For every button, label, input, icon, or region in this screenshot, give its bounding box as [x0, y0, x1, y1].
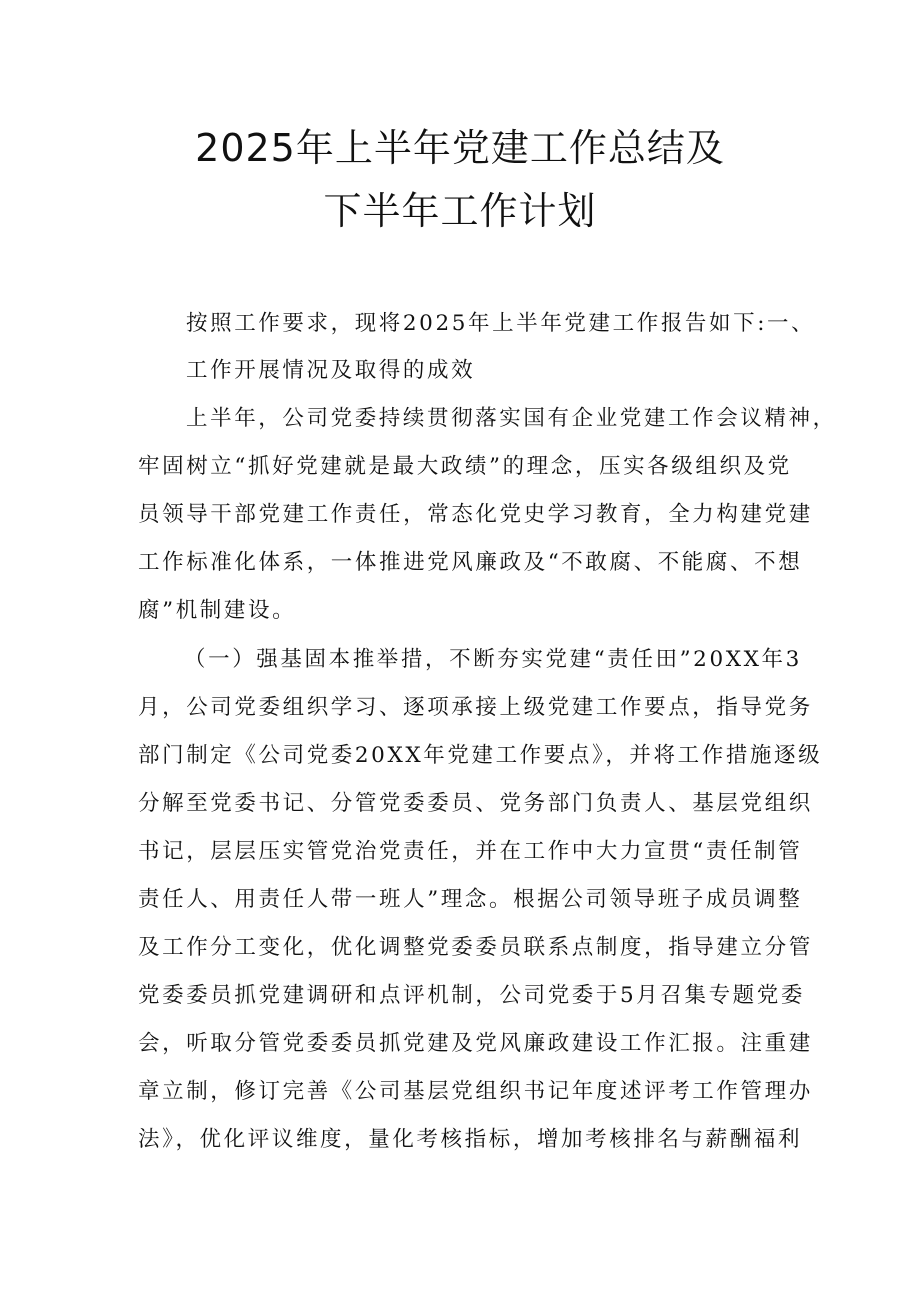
paragraph-line: 按照工作要求，现将2025年上半年党建工作报告如下:一、: [186, 311, 816, 336]
paragraph-line: （一）强基固本推举措，不断夯实党建“责任田”20XX年3: [184, 647, 802, 672]
paragraph-line: 牢固树立“抓好党建就是最大政绩”的理念，压实各级组织及党: [138, 454, 792, 479]
paragraph-line: 分解至党委书记、分管党委委员、党务部门负责人、基层党组织: [138, 791, 813, 816]
paragraph-line: 腐”机制建设。: [138, 598, 297, 623]
paragraph-line: 章立制，修订完善《公司基层党组织书记年度述评考工作管理办: [138, 1079, 813, 1104]
paragraph-line: 员领导干部党建工作责任，常态化党史学习教育，全力构建党建: [138, 502, 813, 527]
paragraph-line: 法》，优化评议维度，量化考核指标，增加考核排名与薪酬福利: [138, 1127, 803, 1152]
paragraph-line: 党委委员抓党建调研和点评机制，公司党委于5月召集专题党委: [138, 983, 805, 1008]
document-title-line-2: 下半年工作计划: [323, 189, 597, 233]
paragraph-line: 工作标准化体系，一体推进党风廉政及“不敢腐、不能腐、不想: [138, 550, 803, 575]
paragraph-line: 工作开展情况及取得的成效: [186, 358, 476, 383]
paragraph-line: 月，公司党委组织学习、逐项承接上级党建工作要点，指导党务: [138, 695, 813, 720]
paragraph-line: 会，听取分管党委委员抓党建及党风廉政建设工作汇报。注重建: [138, 1031, 813, 1056]
paragraph-line: 及工作分工变化，优化调整党委委员联系点制度，指导建立分管: [138, 935, 813, 960]
paragraph-line: 责任人、用责任人带一班人”理念。根据公司领导班子成员调整: [138, 887, 803, 912]
paragraph-line: 书记，层层压实管党治党责任，并在工作中大力宣贯“责任制管: [138, 839, 803, 864]
document-title-line-1: 2025年上半年党建工作总结及: [195, 126, 725, 170]
paragraph-line: 上半年，公司党委持续贯彻落实国有企业党建工作会议精神，: [186, 406, 837, 431]
paragraph-line: 部门制定《公司党委20XX年党建工作要点》，并将工作措施逐级: [138, 743, 823, 768]
